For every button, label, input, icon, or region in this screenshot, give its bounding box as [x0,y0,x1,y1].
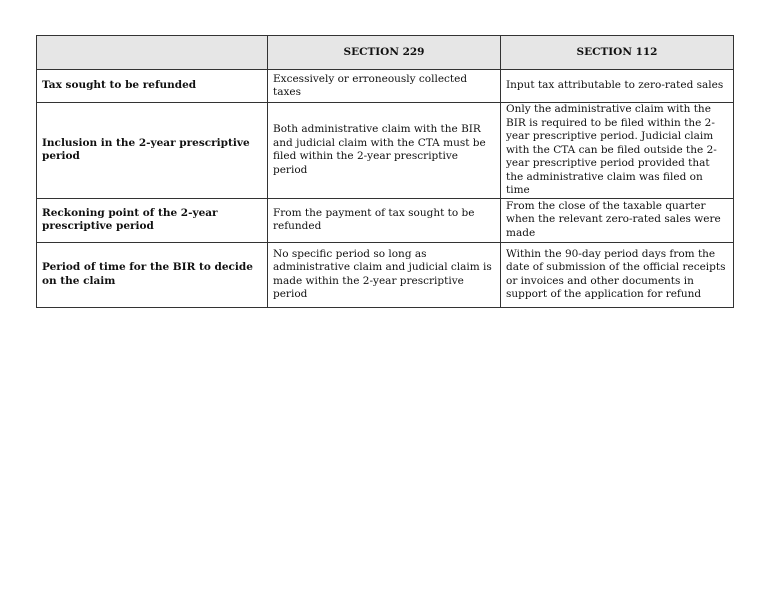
row-label-reckoning-point: Reckoning point of the 2-year prescriptive period [37,198,268,242]
table-row [37,198,734,242]
header-row [37,36,734,70]
cell-section-112: Only the administrative claim with the BIR is required to be filed within the 2-year prescriptive period. Judicial claim with the CTA can be filed outside the 2-year prescriptive period provided that the administrative claim was filed on time [501,103,734,199]
cell-section-112: Input tax attributable to zero-rated sales [501,70,734,103]
table-header [37,36,734,70]
cell-section-229: Both administrative claim with the BIR and judicial claim with the CTA must be filed within the 2-year prescriptive period [268,103,501,199]
cell-section-112: Within the 90-day period days from the date of submission of the official receipts or invoices and other documents in support of the application for refund [501,242,734,307]
header-cell-blank [37,36,268,70]
cell-section-229: From the payment of tax sought to be refunded [268,198,501,242]
cell-section-229: Excessively or erroneously collected taxes [268,70,501,103]
table-row [37,70,734,103]
header-cell-section-112: SECTION 112 [501,36,734,70]
comparison-table [36,35,734,308]
cell-section-112: From the close of the taxable quarter when the relevant zero-rated sales were made [501,198,734,242]
row-label-period-of-time: Period of time for the BIR to decide on the claim [37,242,268,307]
cell-section-229: No specific period so long as administrative claim and judicial claim is made within the 2-year prescriptive period [268,242,501,307]
table-row [37,242,734,307]
table-body [37,70,734,308]
row-label-inclusion: Inclusion in the 2-year prescriptive period [37,103,268,199]
table-row [37,103,734,199]
row-label-tax-sought: Tax sought to be refunded [37,70,268,103]
header-cell-section-229: SECTION 229 [268,36,501,70]
